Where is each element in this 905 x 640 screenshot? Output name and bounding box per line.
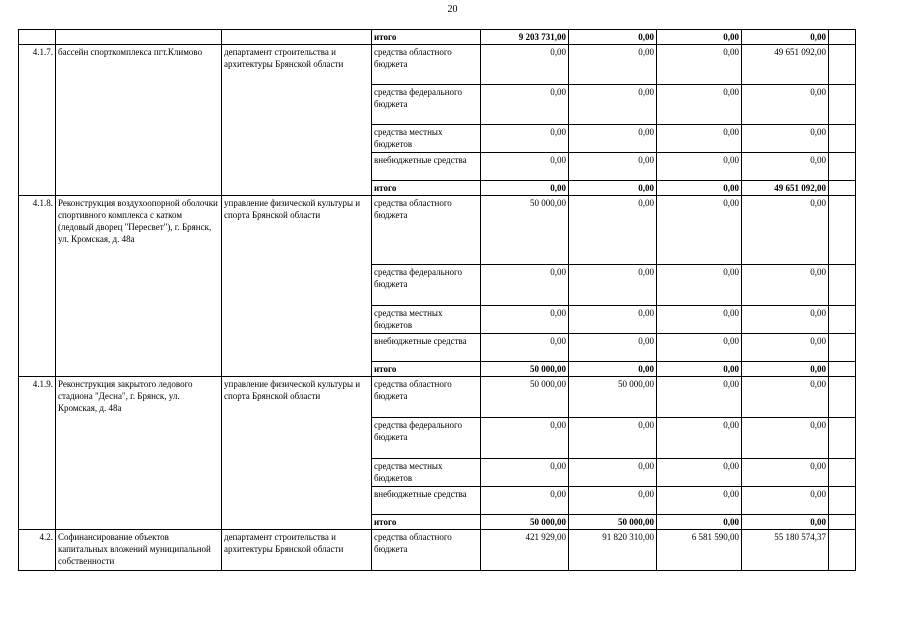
item-code: 4.2. xyxy=(19,530,56,571)
amount-cell: 0,00 xyxy=(742,334,829,362)
table-row-top-total xyxy=(19,30,856,45)
table-cell xyxy=(829,377,856,418)
table-cell xyxy=(829,334,856,362)
amount-cell: 0,00 xyxy=(742,196,829,265)
funding-source: внебюджетные средства xyxy=(372,487,481,515)
amount-cell: 0,00 xyxy=(481,459,569,487)
table-row xyxy=(19,530,856,571)
total-value: 0,00 xyxy=(569,362,657,377)
total-value: 49 651 092,00 xyxy=(742,181,829,196)
total-value: 0,00 xyxy=(742,30,829,45)
amount-cell: 0,00 xyxy=(569,459,657,487)
amount-cell: 50 000,00 xyxy=(481,377,569,418)
table-cell xyxy=(829,418,856,459)
amount-cell: 0,00 xyxy=(481,487,569,515)
amount-cell: 0,00 xyxy=(569,487,657,515)
total-value: 0,00 xyxy=(657,30,742,45)
table-body xyxy=(19,30,856,571)
total-label: итого xyxy=(372,30,481,45)
table-row xyxy=(19,196,856,265)
amount-cell: 55 180 574,37 xyxy=(742,530,829,571)
funding-source: средства федерального бюджета xyxy=(372,85,481,125)
table-cell xyxy=(829,45,856,85)
table-row xyxy=(19,377,856,418)
total-value: 0,00 xyxy=(742,515,829,530)
amount-cell: 0,00 xyxy=(657,85,742,125)
total-value: 50 000,00 xyxy=(569,515,657,530)
amount-cell: 0,00 xyxy=(657,196,742,265)
amount-cell: 0,00 xyxy=(657,153,742,181)
amount-cell: 421 929,00 xyxy=(481,530,569,571)
amount-cell: 0,00 xyxy=(742,153,829,181)
funding-source: средства областного бюджета xyxy=(372,377,481,418)
item-executor: управление физической культуры и спорта Брянской области xyxy=(222,377,372,530)
total-value: 0,00 xyxy=(657,181,742,196)
amount-cell: 0,00 xyxy=(569,306,657,334)
amount-cell: 0,00 xyxy=(481,306,569,334)
table-cell xyxy=(829,362,856,377)
total-value: 50 000,00 xyxy=(481,362,569,377)
total-label: итого xyxy=(372,362,481,377)
amount-cell: 50 000,00 xyxy=(569,377,657,418)
total-value: 0,00 xyxy=(481,181,569,196)
amount-cell: 0,00 xyxy=(481,85,569,125)
table-cell xyxy=(222,30,372,45)
budget-table xyxy=(18,29,856,571)
table-cell xyxy=(829,487,856,515)
amount-cell: 0,00 xyxy=(657,377,742,418)
table-cell xyxy=(829,459,856,487)
funding-source: средства областного бюджета xyxy=(372,530,481,571)
item-name: Реконструкция закрытого ледового стадиона "Десна", г. Брянск, ул. Кромская, д. 48а xyxy=(56,377,222,530)
total-value: 0,00 xyxy=(657,362,742,377)
table-cell xyxy=(829,181,856,196)
total-value: 0,00 xyxy=(742,362,829,377)
table-cell xyxy=(829,30,856,45)
table-cell xyxy=(19,30,56,45)
amount-cell: 6 581 590,00 xyxy=(657,530,742,571)
amount-cell: 0,00 xyxy=(657,459,742,487)
amount-cell: 0,00 xyxy=(742,125,829,153)
funding-source: средства местных бюджетов xyxy=(372,306,481,334)
table-cell xyxy=(829,196,856,265)
amount-cell: 0,00 xyxy=(569,196,657,265)
amount-cell: 0,00 xyxy=(569,125,657,153)
item-code: 4.1.9. xyxy=(19,377,56,530)
amount-cell: 0,00 xyxy=(742,85,829,125)
funding-source: средства областного бюджета xyxy=(372,196,481,265)
item-name: Софинансирование объектов капитальных вложений муниципальной собственности xyxy=(56,530,222,571)
amount-cell: 0,00 xyxy=(657,487,742,515)
table-cell xyxy=(829,265,856,306)
total-value: 0,00 xyxy=(657,515,742,530)
item-name: бассейн спорткомплекса пгт.Климово xyxy=(56,45,222,196)
total-value: 50 000,00 xyxy=(481,515,569,530)
total-value: 0,00 xyxy=(569,181,657,196)
item-code: 4.1.8. xyxy=(19,196,56,377)
total-value: 9 203 731,00 xyxy=(481,30,569,45)
table-cell xyxy=(829,85,856,125)
amount-cell: 91 820 310,00 xyxy=(569,530,657,571)
amount-cell: 0,00 xyxy=(481,265,569,306)
amount-cell: 0,00 xyxy=(742,377,829,418)
amount-cell: 0,00 xyxy=(742,306,829,334)
amount-cell: 0,00 xyxy=(742,418,829,459)
amount-cell: 0,00 xyxy=(657,45,742,85)
amount-cell: 0,00 xyxy=(569,85,657,125)
funding-source: внебюджетные средства xyxy=(372,334,481,362)
table-cell xyxy=(829,125,856,153)
item-code: 4.1.7. xyxy=(19,45,56,196)
amount-cell: 0,00 xyxy=(657,125,742,153)
table-cell xyxy=(829,530,856,571)
amount-cell: 0,00 xyxy=(481,334,569,362)
funding-source: средства федерального бюджета xyxy=(372,265,481,306)
item-executor: управление физической культуры и спорта Брянской области xyxy=(222,196,372,377)
amount-cell: 0,00 xyxy=(742,487,829,515)
item-executor: департамент строительства и архитектуры Брянской области xyxy=(222,45,372,196)
page-number: 20 xyxy=(447,4,458,15)
table-cell xyxy=(56,30,222,45)
table-row xyxy=(19,45,856,85)
table-cell xyxy=(829,153,856,181)
total-value: 0,00 xyxy=(569,30,657,45)
amount-cell: 0,00 xyxy=(481,45,569,85)
amount-cell: 0,00 xyxy=(742,459,829,487)
item-executor: департамент строительства и архитектуры Брянской области xyxy=(222,530,372,571)
amount-cell: 0,00 xyxy=(569,153,657,181)
total-label: итого xyxy=(372,515,481,530)
funding-source: средства местных бюджетов xyxy=(372,459,481,487)
amount-cell: 0,00 xyxy=(569,45,657,85)
item-name: Реконструкция воздухоопорной оболочки спортивного комплекса с катком (ледовый дворец "Пересвет"), г. Брянск, ул. Кромская, д. 48а xyxy=(56,196,222,377)
amount-cell: 0,00 xyxy=(569,334,657,362)
table-cell xyxy=(829,306,856,334)
amount-cell: 50 000,00 xyxy=(481,196,569,265)
funding-source: средства местных бюджетов xyxy=(372,125,481,153)
amount-cell: 0,00 xyxy=(481,418,569,459)
amount-cell: 0,00 xyxy=(657,265,742,306)
funding-source: средства областного бюджета xyxy=(372,45,481,85)
amount-cell: 49 651 092,00 xyxy=(742,45,829,85)
amount-cell: 0,00 xyxy=(657,418,742,459)
amount-cell: 0,00 xyxy=(657,334,742,362)
amount-cell: 0,00 xyxy=(569,418,657,459)
amount-cell: 0,00 xyxy=(481,125,569,153)
funding-source: внебюджетные средства xyxy=(372,153,481,181)
amount-cell: 0,00 xyxy=(657,306,742,334)
amount-cell: 0,00 xyxy=(569,265,657,306)
funding-source: средства федерального бюджета xyxy=(372,418,481,459)
amount-cell: 0,00 xyxy=(742,265,829,306)
total-label: итого xyxy=(372,181,481,196)
table-cell xyxy=(829,515,856,530)
amount-cell: 0,00 xyxy=(481,153,569,181)
